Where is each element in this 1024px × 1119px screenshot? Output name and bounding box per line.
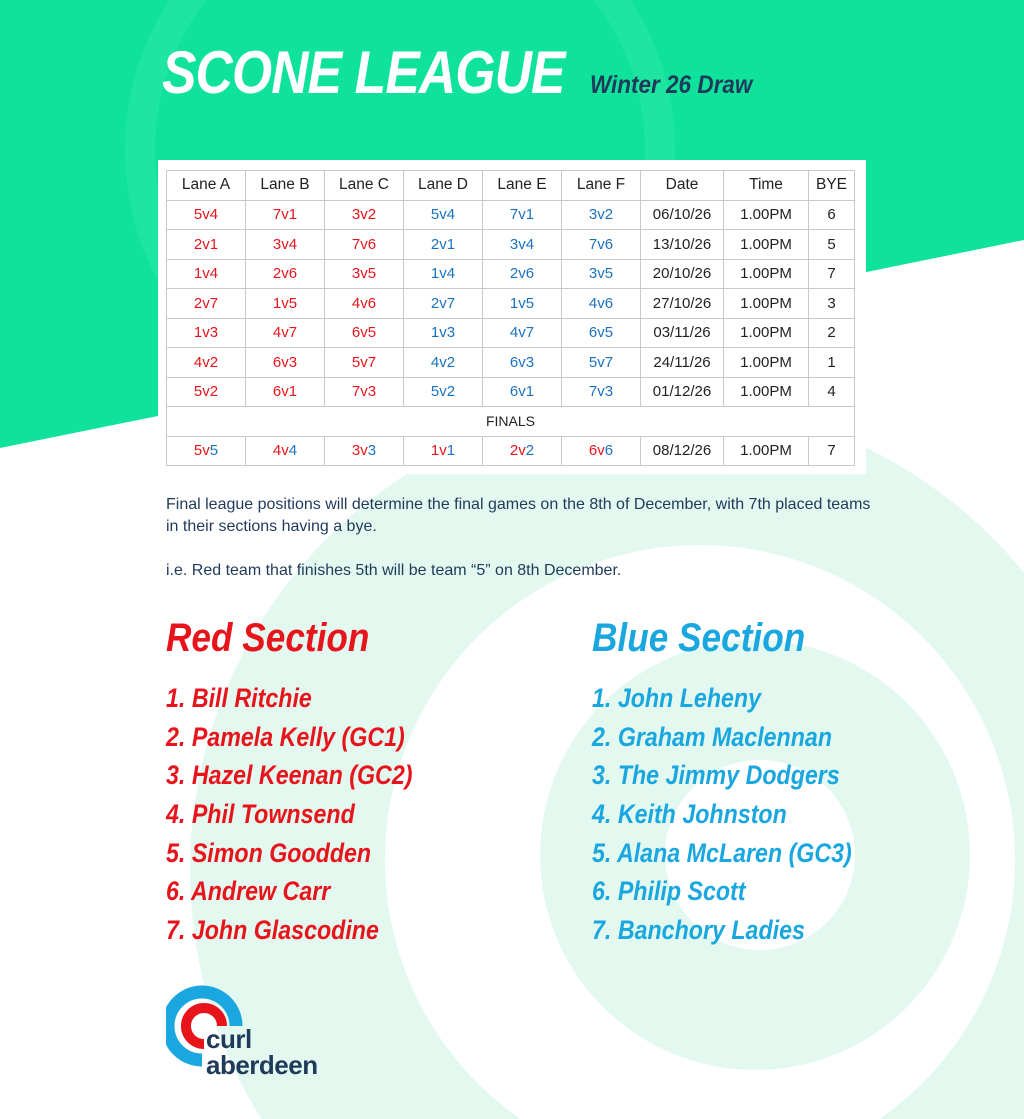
lane-cell: 6v3 [246,348,325,378]
final-v-part: v [518,442,526,460]
list-item: 6. Andrew Carr [166,876,331,907]
list-item: 6. Philip Scott [592,876,746,907]
date-cell: 20/10/26 [641,259,724,289]
final-time-cell: 1.00PM [724,436,809,466]
time-cell: 1.00PM [724,348,809,378]
red-team-list [166,679,453,950]
final-lane-cell [404,436,483,466]
finals-label-row [167,407,855,437]
red-section-title: Red Section [166,616,370,660]
bye-cell: 3 [809,289,855,319]
time-cell: 1.00PM [724,230,809,260]
lane-cell: 6v1 [246,377,325,407]
final-away-part: 3 [367,442,377,460]
lane-cell: 3v4 [246,230,325,260]
table-row [167,259,855,289]
table-row [167,200,855,230]
table-row [167,377,855,407]
lane-cell: 7v1 [483,200,562,230]
final-away-part: 5 [209,442,219,460]
page-subtitle: Winter 26 Draw [590,71,753,99]
lane-cell: 3v5 [562,259,641,289]
lane-cell: 7v6 [325,230,404,260]
lane-cell: 4v6 [562,289,641,319]
lane-cell: 5v7 [325,348,404,378]
lane-cell: 5v4 [167,200,246,230]
lane-cell: 4v6 [325,289,404,319]
time-cell: 1.00PM [724,377,809,407]
column-header: Lane B [246,171,325,201]
final-home-part: 4 [272,442,282,460]
lane-cell: 2v7 [404,289,483,319]
lane-cell: 1v4 [404,259,483,289]
final-home-part: 2 [509,442,519,460]
lane-cell: 6v5 [325,318,404,348]
bye-cell: 4 [809,377,855,407]
page-title: SCONE LEAGUE [162,39,565,106]
column-header: Lane D [404,171,483,201]
lane-cell: 4v2 [404,348,483,378]
lane-cell: 3v4 [483,230,562,260]
red-section [166,616,453,950]
lane-cell: 5v2 [404,377,483,407]
final-v-part: v [439,442,447,460]
date-cell: 01/12/26 [641,377,724,407]
final-bye-cell: 7 [809,436,855,466]
date-cell: 24/11/26 [641,348,724,378]
final-home-part: 5 [193,442,203,460]
blue-team-list [592,679,894,950]
final-v-part: v [202,442,210,460]
list-item: 2. Pamela Kelly (GC1) [166,721,405,752]
logo-text-curl: curl [206,1024,252,1054]
final-v-part: v [281,442,289,460]
final-lane-cell [325,436,404,466]
lane-cell: 1v5 [246,289,325,319]
table-row [167,289,855,319]
column-header: BYE [809,171,855,201]
notes [166,494,886,582]
list-item: 5. Simon Goodden [166,837,372,868]
lane-cell: 4v2 [167,348,246,378]
lane-cell: 3v2 [562,200,641,230]
draw-table-body [167,200,855,407]
final-v-part: v [597,442,605,460]
final-lane-cell [483,436,562,466]
lane-cell: 5v2 [167,377,246,407]
date-cell: 13/10/26 [641,230,724,260]
final-home-part: 3 [351,442,361,460]
list-item: 1. Bill Ritchie [166,683,312,713]
draw-table-card [158,160,866,474]
date-cell: 27/10/26 [641,289,724,319]
lane-cell: 2v1 [404,230,483,260]
column-header: Lane E [483,171,562,201]
draw-table [166,170,855,466]
finals-row [167,436,855,466]
lane-cell: 6v5 [562,318,641,348]
column-header: Time [724,171,809,201]
time-cell: 1.00PM [724,289,809,319]
lane-cell: 2v7 [167,289,246,319]
list-item: 5. Alana McLaren (GC3) [592,837,852,868]
bye-cell: 1 [809,348,855,378]
final-date-cell: 08/12/26 [641,436,724,466]
lane-cell: 2v6 [483,259,562,289]
final-away-part: 2 [525,442,535,460]
list-item: 7. Banchory Ladies [592,915,805,946]
title-row [162,38,770,107]
final-lane-cell [167,436,246,466]
final-v-part: v [360,442,368,460]
lane-cell: 4v7 [483,318,562,348]
final-lane-cell [562,436,641,466]
time-cell: 1.00PM [724,259,809,289]
lane-cell: 1v3 [404,318,483,348]
note-example: i.e. Red team that finishes 5th will be team “5” on 8th December. [166,562,622,579]
blue-section [592,616,894,950]
lane-cell: 2v6 [246,259,325,289]
lane-cell: 1v3 [167,318,246,348]
table-row [167,230,855,260]
date-cell: 06/10/26 [641,200,724,230]
lane-cell: 5v7 [562,348,641,378]
table-row [167,318,855,348]
finals-label: FINALS [167,407,855,437]
lane-cell: 3v5 [325,259,404,289]
lane-cell: 6v3 [483,348,562,378]
bye-cell: 7 [809,259,855,289]
bye-cell: 5 [809,230,855,260]
lane-cell: 3v2 [325,200,404,230]
lane-cell: 7v1 [246,200,325,230]
table-row [167,348,855,378]
list-item: 3. Hazel Keenan (GC2) [166,760,413,791]
time-cell: 1.00PM [724,318,809,348]
note-finals-rule: Final league positions will determine the final games on the 8th of December, with 7th placed teams in their sections having a bye. [166,496,871,535]
final-home-part: 1 [430,442,440,460]
lane-cell: 1v5 [483,289,562,319]
logo-text-aberdeen: aberdeen [206,1050,318,1080]
list-item: 3. The Jimmy Dodgers [592,760,840,791]
final-away-part: 6 [604,442,614,460]
lane-cell: 1v4 [167,259,246,289]
list-item: 4. Phil Townsend [166,799,355,830]
list-item: 7. John Glascodine [166,915,379,946]
bye-cell: 2 [809,318,855,348]
list-item: 1. John Leheny [592,683,762,713]
column-header: Date [641,171,724,201]
final-away-part: 4 [288,442,298,460]
final-lane-cell [246,436,325,466]
lane-cell: 2v1 [167,230,246,260]
date-cell: 03/11/26 [641,318,724,348]
lane-cell: 5v4 [404,200,483,230]
lane-cell: 7v3 [325,377,404,407]
lane-cell: 4v7 [246,318,325,348]
time-cell: 1.00PM [724,200,809,230]
lane-cell: 7v3 [562,377,641,407]
final-away-part: 1 [446,442,456,460]
list-item: 4. Keith Johnston [592,799,787,830]
column-header: Lane F [562,171,641,201]
blue-section-title: Blue Section [592,616,806,660]
table-header-row [167,171,855,201]
column-header: Lane A [167,171,246,201]
lane-cell: 6v1 [483,377,562,407]
column-header: Lane C [325,171,404,201]
list-item: 2. Graham Maclennan [592,721,833,752]
final-home-part: 6 [588,442,598,460]
lane-cell: 7v6 [562,230,641,260]
bye-cell: 6 [809,200,855,230]
